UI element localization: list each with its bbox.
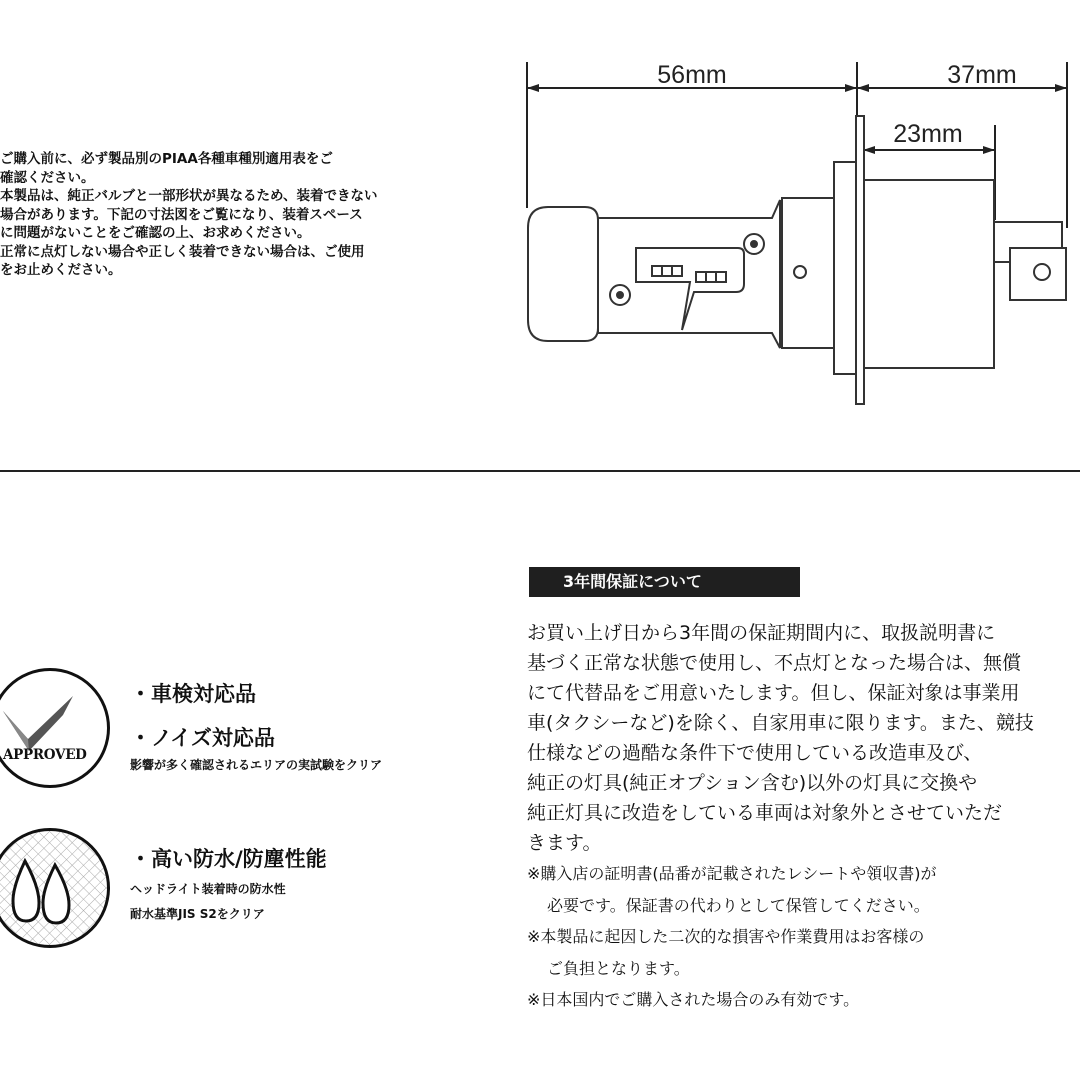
- warranty-line: 純正灯具に改造をしている車両は対象外とさせていただ: [527, 802, 1003, 824]
- warranty-note: ご負担となります。: [547, 958, 690, 978]
- warranty-notes: [527, 858, 1080, 1016]
- warranty-note: ※本製品に起因した二次的な損害や作業費用はお客様の: [527, 927, 925, 946]
- section-divider: [0, 470, 1080, 472]
- notice-line: 場合があります。下記の寸法図をご覧になり、装着スペース: [0, 206, 363, 223]
- feature-waterproof-sub1: ヘッドライト装着時の防水性: [130, 882, 286, 896]
- feature-waterproof: ・高い防水/防塵性能: [130, 847, 327, 871]
- notice-line: に問題がないことをご確認の上、お求めください。: [0, 225, 311, 241]
- warranty-note: ※購入店の証明書(品番が記載されたレシートや領収書)が: [527, 864, 937, 883]
- warranty-line: 車(タクシーなど)を除く、自家用車に限ります。また、競技: [527, 712, 1034, 734]
- warranty-note: 必要です。保証書の代わりとして保管してください。: [547, 895, 930, 915]
- warranty-line: きます。: [527, 832, 602, 854]
- warranty-line: にて代替品をご用意いたします。但し、保証対象は事業用: [527, 682, 1020, 704]
- dim-37mm: 37mm: [947, 61, 1017, 89]
- dim-56mm: 56mm: [657, 61, 727, 89]
- notice-line: 確認ください。: [0, 169, 95, 186]
- feature-noise-sub: 影響が多く確認されるエリアの実試験をクリア: [130, 758, 383, 772]
- warranty-note: ※日本国内でご購入された場合のみ有効です。: [527, 990, 860, 1009]
- bulb-drawing: [528, 116, 1066, 404]
- notice-line: 本製品は、純正バルブと一部形状が異なるため、装着できない: [0, 188, 378, 204]
- notice-line: ご購入前に、必ず製品別のPIAA各種車種別適用表をご: [0, 151, 333, 167]
- notice-line: をお止めください。: [0, 262, 122, 278]
- notice-line: 正常に点灯しない場合や正しく装着できない場合は、ご使用: [0, 243, 365, 260]
- water-drops-icon: [0, 831, 110, 948]
- warranty-line: 基づく正常な状態で使用し、不点灯となった場合は、無償: [527, 652, 1022, 674]
- approved-badge: [0, 668, 110, 788]
- warranty-line: お買い上げ日から3年間の保証期間内に、取扱説明書に: [527, 622, 996, 644]
- bulb-dimension-diagram: [0, 0, 1080, 470]
- warranty-line: 仕様などの過酷な条件下で使用している改造車及び、: [527, 742, 983, 764]
- warranty-title: 3年間保証について: [529, 567, 800, 597]
- checkmark-icon: [0, 671, 110, 788]
- dim-23mm: 23mm: [893, 120, 963, 148]
- feature-noise: ・ノイズ対応品: [130, 726, 275, 750]
- approved-label: APPROVED: [3, 747, 87, 763]
- feature-inspection: ・車検対応品: [130, 682, 256, 706]
- warranty-section: [527, 618, 1080, 1016]
- feature-waterproof-sub2: 耐水基準JIS S2をクリア: [130, 907, 265, 921]
- warranty-line: 純正の灯具(純正オプション含む)以外の灯具に交換や: [527, 772, 978, 794]
- waterproof-badge: [0, 828, 110, 948]
